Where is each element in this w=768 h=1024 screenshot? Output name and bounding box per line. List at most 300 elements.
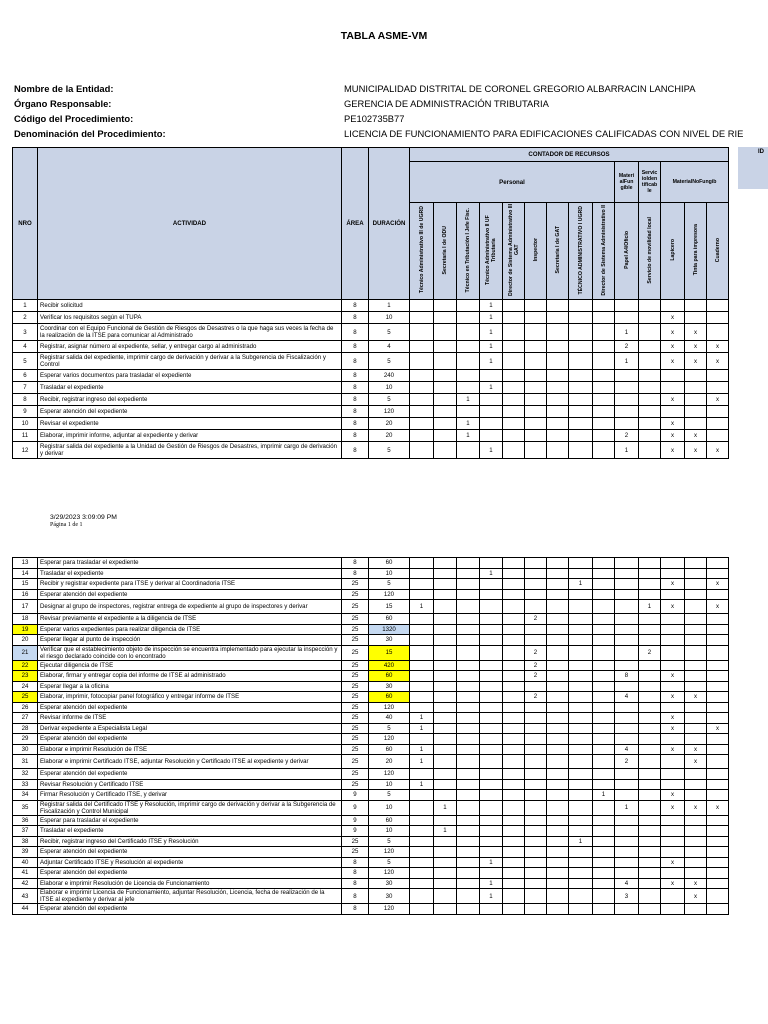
row-activity: Elaborar e imprimir Licencia de Funcionamiento, adjuntar Resolución, Licencia, fecha de realización de la ITSE al expediente y derivar al jefe [38, 889, 342, 904]
row-resource-cell [503, 847, 525, 858]
row-resource-cell [661, 734, 685, 745]
row-area: 8 [342, 353, 369, 370]
row-resource-cell [707, 857, 729, 868]
row-resource-cell [503, 769, 525, 780]
row-resource-cell [410, 579, 434, 590]
table-row [13, 353, 729, 370]
row-resource-cell [661, 645, 685, 660]
row-duration: 10 [369, 800, 410, 815]
row-resource-cell [639, 779, 661, 790]
row-resource-cell [569, 624, 593, 635]
row-resource-cell: 1 [410, 600, 434, 614]
row-resource-cell [457, 713, 480, 724]
row-resource-cell [457, 589, 480, 600]
activity-table-page-2 [12, 557, 729, 915]
info-label: Nombre de la Entidad: [14, 83, 114, 94]
row-resource-cell [615, 815, 639, 826]
row-resource-cell [661, 558, 685, 569]
row-resource-cell [639, 857, 661, 868]
row-resource-cell [480, 769, 503, 780]
row-resource-cell [661, 624, 685, 635]
row-duration: 60 [369, 815, 410, 826]
row-resource-cell [410, 800, 434, 815]
row-resource-cell [503, 681, 525, 692]
row-resource-cell [569, 826, 593, 837]
row-resource-cell: 1 [410, 723, 434, 734]
row-area: 8 [342, 382, 369, 394]
row-number: 27 [13, 713, 38, 724]
row-resource-cell [661, 904, 685, 915]
row-resource-cell [457, 353, 480, 370]
row-resource-cell: 2 [615, 755, 639, 769]
row-activity: Elaborar e imprimir Resolución de Licencia de Funcionamiento [38, 878, 342, 889]
row-resource-cell [569, 723, 593, 734]
row-resource-cell [685, 857, 707, 868]
row-resource-cell: 1 [615, 324, 639, 341]
row-resource-cell [593, 800, 615, 815]
row-resource-cell [547, 645, 569, 660]
row-resource-cell [547, 430, 569, 442]
header-material-fungible: Materi alFun gible [615, 162, 639, 203]
row-resource-cell [685, 312, 707, 324]
row-resource-cell [685, 394, 707, 406]
row-activity: Trasladar el expediente [38, 568, 342, 579]
table-row [13, 800, 729, 815]
row-resource-cell [410, 692, 434, 703]
row-resource-cell [685, 769, 707, 780]
header-resource-col [593, 203, 615, 300]
row-number: 21 [13, 645, 38, 660]
row-resource-cell [525, 836, 547, 847]
row-activity: Revisar el expediente [38, 418, 342, 430]
row-number: 10 [13, 418, 38, 430]
header-personal: Personal [410, 162, 615, 203]
row-resource-cell [434, 878, 457, 889]
row-resource-cell [639, 324, 661, 341]
row-activity: Verificar los requisitos según el TUPA [38, 312, 342, 324]
row-number: 36 [13, 815, 38, 826]
row-resource-cell [410, 418, 434, 430]
row-resource-cell [569, 300, 593, 312]
row-resource-cell [661, 370, 685, 382]
row-resource-cell [503, 394, 525, 406]
row-resource-cell [457, 702, 480, 713]
row-activity: Esperar atención del expediente [38, 904, 342, 915]
row-resource-cell: x [661, 430, 685, 442]
row-number: 32 [13, 769, 38, 780]
row-resource-cell [480, 418, 503, 430]
row-resource-cell: x [661, 671, 685, 682]
row-resource-cell [410, 790, 434, 801]
row-number: 19 [13, 624, 38, 635]
row-area: 25 [342, 744, 369, 755]
table-row [13, 681, 729, 692]
row-resource-cell [480, 734, 503, 745]
row-resource-cell [503, 734, 525, 745]
row-number: 1 [13, 300, 38, 312]
row-resource-cell [503, 868, 525, 879]
row-resource-cell [661, 847, 685, 858]
row-activity: Esperar para trasladar el expediente [38, 815, 342, 826]
row-resource-cell [410, 635, 434, 646]
row-resource-cell [434, 418, 457, 430]
header-resource-label: Director de Sistema Administrativo II [600, 204, 607, 296]
table-row [13, 600, 729, 614]
row-resource-cell: x [661, 324, 685, 341]
row-resource-cell [434, 635, 457, 646]
footer-page: Página 1 de 1 [50, 522, 83, 528]
info-label: Denominación del Procedimiento: [14, 128, 166, 139]
header-resource-col [639, 203, 661, 300]
row-duration: 60 [369, 558, 410, 569]
row-resource-cell [503, 418, 525, 430]
row-resource-cell [569, 889, 593, 904]
header-resource-label: Tinta para impresora [692, 224, 699, 276]
row-resource-cell [569, 442, 593, 459]
row-area: 8 [342, 430, 369, 442]
row-resource-cell [480, 671, 503, 682]
table-row [13, 671, 729, 682]
row-resource-cell [547, 800, 569, 815]
row-resource-cell [707, 430, 729, 442]
row-resource-cell [457, 300, 480, 312]
row-resource-cell [569, 324, 593, 341]
row-resource-cell [503, 723, 525, 734]
row-resource-cell: 1 [410, 744, 434, 755]
row-number: 34 [13, 790, 38, 801]
row-activity: Esperar varios expedientes para realizar diligencia de ITSE [38, 624, 342, 635]
row-resource-cell: 1 [480, 382, 503, 394]
row-duration: 60 [369, 614, 410, 625]
row-number: 39 [13, 847, 38, 858]
row-resource-cell [569, 800, 593, 815]
row-resource-cell [547, 614, 569, 625]
row-resource-cell [503, 406, 525, 418]
row-area: 8 [342, 418, 369, 430]
row-resource-cell: 1 [457, 430, 480, 442]
row-resource-cell: x [661, 790, 685, 801]
row-resource-cell: x [685, 800, 707, 815]
row-resource-cell [525, 868, 547, 879]
row-number: 22 [13, 660, 38, 671]
row-resource-cell: 2 [525, 671, 547, 682]
row-activity: Recibir solicitud [38, 300, 342, 312]
row-resource-cell [434, 406, 457, 418]
row-duration: 4 [369, 341, 410, 353]
row-resource-cell [457, 312, 480, 324]
row-resource-cell [547, 312, 569, 324]
row-resource-cell [457, 904, 480, 915]
row-resource-cell [593, 394, 615, 406]
row-resource-cell [410, 312, 434, 324]
row-area: 8 [342, 341, 369, 353]
row-number: 29 [13, 734, 38, 745]
row-resource-cell: x [661, 579, 685, 590]
header-resource-label: Secretaria I de ODU [442, 225, 448, 275]
row-resource-cell [525, 857, 547, 868]
row-resource-cell: x [661, 723, 685, 734]
row-resource-cell [457, 681, 480, 692]
row-resource-cell [547, 889, 569, 904]
row-resource-cell [525, 418, 547, 430]
row-resource-cell [434, 713, 457, 724]
row-resource-cell [503, 312, 525, 324]
row-resource-cell [480, 755, 503, 769]
row-resource-cell [661, 769, 685, 780]
row-resource-cell [569, 681, 593, 692]
row-resource-cell [480, 681, 503, 692]
header-resource-col [503, 203, 525, 300]
row-resource-cell [593, 568, 615, 579]
row-number: 43 [13, 889, 38, 904]
row-resource-cell: x [685, 889, 707, 904]
row-resource-cell: x [685, 341, 707, 353]
row-resource-cell: x [685, 353, 707, 370]
row-resource-cell [661, 815, 685, 826]
row-resource-cell [615, 600, 639, 614]
row-resource-cell: x [661, 878, 685, 889]
row-resource-cell [410, 660, 434, 671]
row-resource-cell [503, 815, 525, 826]
row-resource-cell [547, 904, 569, 915]
row-resource-cell [615, 734, 639, 745]
row-duration: 420 [369, 660, 410, 671]
row-resource-cell [457, 614, 480, 625]
header-resource-label: Técnico Administrativo III de UGRD [418, 206, 425, 294]
row-resource-cell [593, 713, 615, 724]
row-resource-cell [685, 660, 707, 671]
row-resource-cell [547, 341, 569, 353]
row-area: 25 [342, 779, 369, 790]
row-resource-cell [569, 904, 593, 915]
row-resource-cell [525, 558, 547, 569]
row-resource-cell [639, 353, 661, 370]
row-number: 40 [13, 857, 38, 868]
row-duration: 5 [369, 442, 410, 459]
row-duration: 120 [369, 868, 410, 879]
row-number: 23 [13, 671, 38, 682]
row-resource-cell [593, 671, 615, 682]
row-resource-cell [707, 889, 729, 904]
row-resource-cell [707, 755, 729, 769]
table-row [13, 370, 729, 382]
row-resource-cell [707, 826, 729, 837]
row-duration: 5 [369, 836, 410, 847]
row-resource-cell [525, 847, 547, 858]
row-resource-cell [525, 779, 547, 790]
row-resource-cell [547, 723, 569, 734]
row-resource-cell [639, 904, 661, 915]
row-resource-cell [457, 671, 480, 682]
row-resource-cell [639, 692, 661, 703]
row-resource-cell [707, 671, 729, 682]
row-resource-cell [685, 790, 707, 801]
table-row [13, 878, 729, 889]
table-row [13, 312, 729, 324]
row-resource-cell [707, 568, 729, 579]
row-resource-cell [503, 382, 525, 394]
row-resource-cell [639, 579, 661, 590]
row-resource-cell [434, 589, 457, 600]
row-resource-cell [525, 904, 547, 915]
row-resource-cell [569, 394, 593, 406]
row-resource-cell [434, 755, 457, 769]
row-resource-cell [410, 878, 434, 889]
row-resource-cell [569, 635, 593, 646]
row-activity: Elaborar, imprimir informe, adjuntar al expediente y derivar [38, 430, 342, 442]
header-nro: NRO [13, 148, 38, 300]
row-resource-cell [457, 382, 480, 394]
row-area: 25 [342, 600, 369, 614]
row-resource-cell: 1 [457, 418, 480, 430]
row-resource-cell [615, 418, 639, 430]
row-resource-cell [457, 568, 480, 579]
row-resource-cell [410, 868, 434, 879]
row-area: 25 [342, 692, 369, 703]
row-resource-cell [685, 836, 707, 847]
row-resource-cell [685, 614, 707, 625]
row-resource-cell [503, 671, 525, 682]
row-area: 8 [342, 568, 369, 579]
row-resource-cell [410, 847, 434, 858]
row-resource-cell: x [661, 800, 685, 815]
info-value: MUNICIPALIDAD DISTRITAL DE CORONEL GREGORIO ALBARRACIN LANCHIPA [344, 83, 696, 94]
row-resource-cell [457, 800, 480, 815]
row-resource-cell [593, 660, 615, 671]
table-row [13, 579, 729, 590]
row-resource-cell [639, 836, 661, 847]
row-resource-cell [639, 723, 661, 734]
row-resource-cell [639, 681, 661, 692]
row-number: 12 [13, 442, 38, 459]
row-duration: 120 [369, 406, 410, 418]
row-resource-cell [593, 878, 615, 889]
row-resource-cell [569, 878, 593, 889]
row-resource-cell [434, 624, 457, 635]
row-duration: 120 [369, 847, 410, 858]
row-resource-cell: 3 [615, 889, 639, 904]
row-number: 4 [13, 341, 38, 353]
row-resource-cell [525, 312, 547, 324]
row-resource-cell [593, 868, 615, 879]
row-resource-cell [503, 635, 525, 646]
row-resource-cell [707, 624, 729, 635]
row-resource-cell: 1 [569, 836, 593, 847]
row-duration: 1 [369, 300, 410, 312]
row-resource-cell [410, 857, 434, 868]
row-resource-cell [639, 878, 661, 889]
row-resource-cell [457, 790, 480, 801]
row-resource-cell [547, 624, 569, 635]
row-resource-cell [480, 394, 503, 406]
row-activity: Verificar que el establecimiento objeto de inspección se encuentra implementado para ejecutar la inspección y el riesgo declarado coincide con lo encontrado [38, 645, 342, 660]
header-resource-label: Servicio de movilidad local [646, 216, 653, 284]
row-duration: 20 [369, 430, 410, 442]
row-resource-cell [685, 847, 707, 858]
row-resource-cell [480, 800, 503, 815]
table-row [13, 614, 729, 625]
row-resource-cell [547, 600, 569, 614]
row-resource-cell [547, 442, 569, 459]
row-number: 20 [13, 635, 38, 646]
row-number: 24 [13, 681, 38, 692]
row-resource-cell [410, 836, 434, 847]
header-resource-label: TÉCNICO ADMINISTRATIVO I UGRD [577, 205, 584, 295]
row-resource-cell [547, 370, 569, 382]
header-servicio-identificable: Servic ioIden tificab le [639, 162, 661, 203]
row-duration: 5 [369, 857, 410, 868]
row-resource-cell: 1 [639, 600, 661, 614]
row-resource-cell [685, 300, 707, 312]
row-resource-cell [547, 769, 569, 780]
table-row [13, 836, 729, 847]
row-resource-cell [547, 878, 569, 889]
row-duration: 5 [369, 324, 410, 341]
row-duration: 5 [369, 394, 410, 406]
row-resource-cell [503, 341, 525, 353]
row-resource-cell [410, 769, 434, 780]
row-resource-cell [685, 868, 707, 879]
row-number: 44 [13, 904, 38, 915]
row-resource-cell [434, 857, 457, 868]
row-resource-cell [639, 568, 661, 579]
header-duracion: DURACIÓN [369, 148, 410, 300]
row-resource-cell [434, 614, 457, 625]
row-resource-cell [707, 635, 729, 646]
header-cut-off: ID [738, 147, 768, 189]
row-resource-cell [503, 558, 525, 569]
row-resource-cell: x [661, 744, 685, 755]
row-resource-cell [525, 353, 547, 370]
row-resource-cell [639, 300, 661, 312]
row-number: 25 [13, 692, 38, 703]
row-resource-cell [434, 660, 457, 671]
row-resource-cell [547, 744, 569, 755]
row-activity: Esperar atención del expediente [38, 406, 342, 418]
row-resource-cell [593, 624, 615, 635]
row-number: 5 [13, 353, 38, 370]
row-resource-cell [661, 382, 685, 394]
table-row [13, 769, 729, 780]
row-resource-cell [434, 815, 457, 826]
header-resource-label: Técnico Administrativo II UF Tributaria [485, 215, 497, 285]
row-resource-cell [707, 878, 729, 889]
row-resource-cell [569, 558, 593, 569]
header-resource-label: Secretaria I de GAT [554, 226, 561, 274]
row-resource-cell [434, 442, 457, 459]
header-resource-label: Técnico en Tributación I Jefe Fisc. [465, 207, 471, 293]
row-duration: 120 [369, 589, 410, 600]
row-activity: Esperar atención del expediente [38, 769, 342, 780]
row-resource-cell [503, 744, 525, 755]
row-resource-cell [457, 341, 480, 353]
row-resource-cell [434, 312, 457, 324]
row-resource-cell [569, 312, 593, 324]
row-resource-cell [615, 589, 639, 600]
row-resource-cell: x [685, 755, 707, 769]
row-activity: Esperar varios documentos para trasladar el expediente [38, 370, 342, 382]
row-area: 25 [342, 755, 369, 769]
header-material-no-fungible: MaterialNoFungib [661, 162, 729, 203]
row-resource-cell [593, 324, 615, 341]
header-resource-label: Director de Sistema Administrativo III GAT [507, 203, 520, 297]
row-resource-cell [685, 681, 707, 692]
row-resource-cell [569, 779, 593, 790]
row-resource-cell [503, 568, 525, 579]
row-resource-cell [503, 779, 525, 790]
row-resource-cell [707, 734, 729, 745]
row-resource-cell [480, 645, 503, 660]
